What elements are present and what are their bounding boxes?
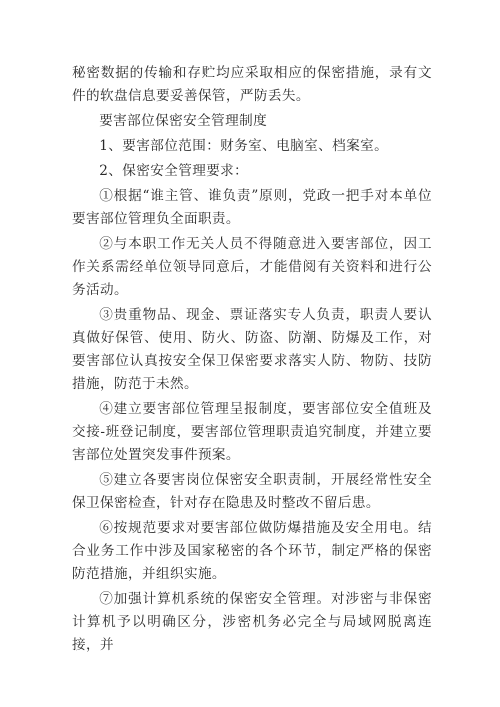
list-item-7: ⑦加强计算机系统的保密安全管理。对涉密与非保密计算机予以明确区分，涉密机务必完全与局域网脱离连接，并 xyxy=(72,591,432,653)
paragraph-requirements: 2、保密安全管理要求： xyxy=(99,163,249,179)
list-item-2: ②与本职工作无关人员不得随意进入要害部位，因工作关系需经单位领导同意后，才能借阅有关资料和进行公务活动。 xyxy=(72,236,432,298)
list-item-4: ④建立要害部位管理呈报制度，要害部位安全值班及交接-班登记制度，要害部位管理职责追究制度，并建立要害部位处置突发事件预案。 xyxy=(72,401,432,463)
list-item-3: ③贵重物品、现金、票证落实专人负责，职责人要认真做好保管、使用、防火、防盗、防潮、防爆及工作，对要害部位认真按安全保卫保密要求落实人防、物防、技防措施，防范于未然。 xyxy=(72,307,432,392)
list-item-6: ⑥按规范要求对要害部位做防爆措施及安全用电。结合业务工作中涉及国家秘密的各个环节，制定严格的保密防范措施，并组织实施。 xyxy=(72,520,432,582)
document-page xyxy=(72,62,432,659)
section-heading: 要害部位保密安全管理制度 xyxy=(99,113,268,129)
paragraph-continuation: 秘密数据的传输和存贮均应采取相应的保密措施，录有文件的软盘信息要妥善保管，严防丢失。 xyxy=(72,65,432,104)
list-item-1: ①根据“谁主管、谁负责”原则，党政一把手对本单位要害部位管理负全面职责。 xyxy=(72,188,432,227)
paragraph-scope: 1、要害部位范围：财务室、电脑室、档案室。 xyxy=(99,138,389,154)
list-item-5: ⑤建立各要害岗位保密安全职责制，开展经常性安全保卫保密检查，针对存在隐患及时整改不留后患。 xyxy=(72,472,432,511)
